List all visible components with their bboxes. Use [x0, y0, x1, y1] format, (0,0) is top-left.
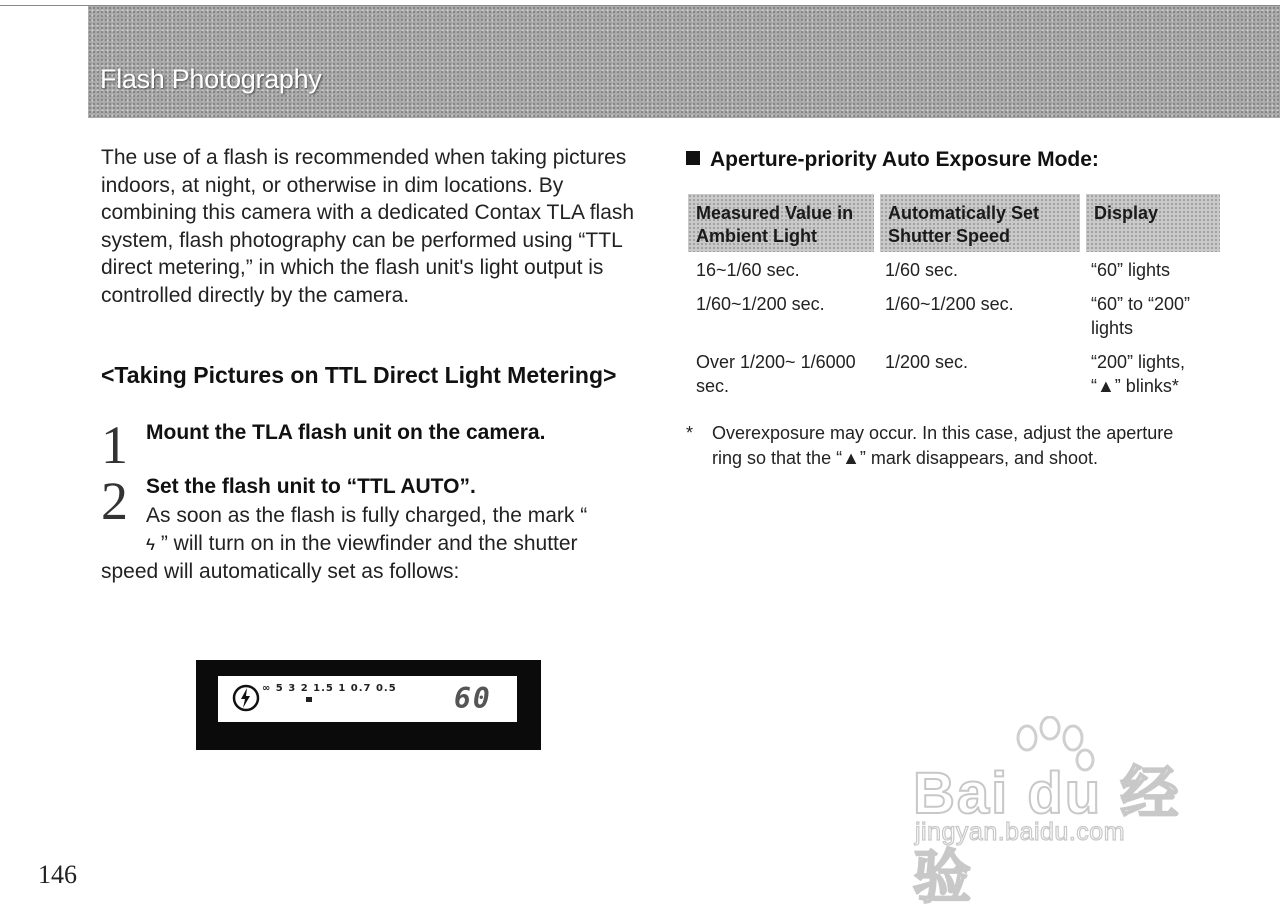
table-row — [688, 286, 1220, 344]
footnote — [686, 421, 1206, 470]
distance-scale: ∞ 5 3 2 1.5 1 0.7 0.5 — [262, 683, 397, 694]
table-cell: 1/60~1/200 sec. — [696, 294, 825, 314]
exposure-table — [688, 194, 1220, 402]
distance-marker — [306, 697, 312, 702]
table-header-row — [688, 194, 1220, 252]
aperture-heading-text: Aperture-priority Auto Exposure Mode: — [710, 148, 1099, 171]
flash-circle-icon — [232, 684, 260, 712]
table-cell: “60” to “200” lights — [1091, 294, 1191, 338]
step-1-number: 1 — [101, 415, 128, 475]
table-cell: 1/60 sec. — [885, 260, 959, 280]
step-2-body-end: ” will turn on in the viewfinder and the shutter speed will automatically set as follows: — [101, 531, 578, 583]
intro-paragraph: The use of a flash is recommended when taking pictures indoors, at night, or otherwise in dim locations. By combining this camera with a dedicated Contax TLA flash system, flash photography can be performed using “TTL direct metering,” in which the flash unit's light output is controlled directly by the camera. — [101, 146, 635, 307]
table-cell: “200” lights, “▲” blinks* — [1091, 352, 1186, 396]
step-2-number: 2 — [101, 471, 128, 531]
watermark-brand: Bai du 经验 — [913, 761, 1181, 910]
viewfinder-screen — [218, 676, 517, 722]
table-cell: “60” lights — [1091, 260, 1171, 280]
table-cell: 1/60~1/200 sec. — [885, 294, 1014, 314]
aperture-section-heading — [686, 148, 1099, 172]
table-row — [688, 344, 1220, 402]
column-header: Automatically Set Shutter Speed — [877, 194, 1083, 252]
table-row — [688, 252, 1220, 286]
footnote-mark: * — [686, 423, 694, 443]
watermark — [905, 716, 1205, 910]
column-header: Measured Value in Ambient Light — [688, 194, 877, 252]
section-subheading: <Taking Pictures on TTL Direct Light Metering> — [101, 362, 617, 388]
shutter-speed-readout: 60 — [454, 682, 492, 715]
table-cell: 16~1/60 sec. — [696, 260, 800, 280]
step-1-title: Mount the TLA flash unit on the camera. — [146, 421, 546, 444]
step-2-body — [101, 502, 621, 586]
table-cell: Over 1/200~ 1/6000 sec. — [696, 352, 856, 396]
viewfinder-display — [196, 660, 541, 750]
step-2-body-start: As soon as the flash is fully charged, the mark “ — [146, 504, 588, 527]
table-cell: 1/200 sec. — [885, 352, 969, 372]
footnote-text: Overexposure may occur. In this case, adjust the aperture ring so that the “▲” mark disappears, and shoot. — [712, 423, 1174, 468]
flash-mark-icon: ϟ — [146, 534, 155, 554]
page-number: 146 — [38, 860, 77, 889]
watermark-url: jingyan.baidu.com — [915, 818, 1126, 846]
column-header: Display — [1083, 194, 1220, 252]
square-bullet-icon — [686, 151, 700, 165]
header-band — [88, 6, 1280, 118]
page-title: Flash Photography — [100, 64, 322, 94]
step-2-title: Set the flash unit to “TTL AUTO”. — [146, 475, 476, 498]
